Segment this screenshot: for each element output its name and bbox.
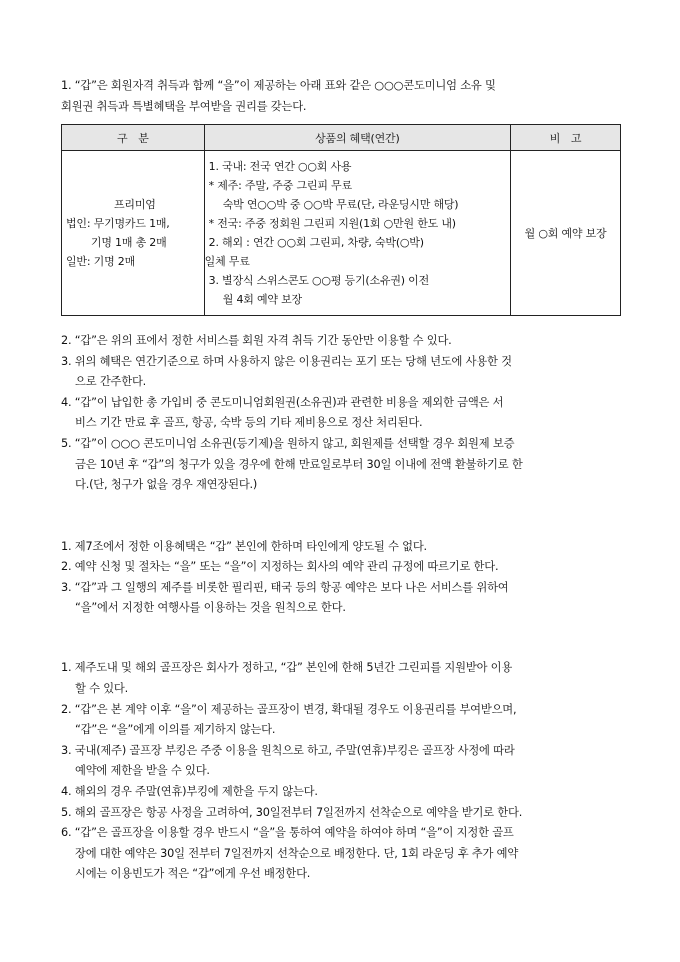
s1-item2: 2. “갑”은 위의 표에서 정한 서비스를 회원 자격 취득 기간 동안만 이용할 수 있다. (61, 334, 452, 347)
s1-item3-line1: 3. 위의 혜택은 연간기준으로 하며 사용하지 않은 이용권리는 포기 또는 당해 년도에 사용한 것 (61, 355, 512, 368)
s1-item5-line2: 금은 10년 후 “갑”의 청구가 있을 경우에 한해 만료일로부터 30일 이내에 전액 환불하기로 한 (75, 458, 523, 471)
s1-item5-line3: 다.(단, 청구가 없을 경우 재연장된다.) (75, 478, 258, 491)
category-line: 일반: 기명 2매 (66, 255, 136, 268)
s3-item2-line1: 2. “갑”은 본 계약 이후 “을”이 제공하는 골프장이 변경, 확대될 경우도 이용권리를 부여받으며, (61, 703, 517, 716)
s2-item3-line2: “을”에서 지정한 여행사를 이용하는 것을 원칙으로 한다. (75, 601, 346, 614)
note-cell: 월 ○회 예약 보장 (511, 151, 621, 316)
table-header-row (62, 125, 621, 151)
category-cell (62, 151, 205, 316)
header-benefit: 상품의 혜택(연간) (204, 125, 510, 151)
category-line: 기명 1매 총 2매 (66, 236, 167, 249)
s3-item3-line1: 3. 국내(제주) 골프장 부킹은 주중 이용을 원칙으로 하고, 주말(연휴)부킹은 골프장 사정에 따라 (61, 744, 515, 757)
benefit-line: 2. 해외 : 연간 ○○회 그린피, 차량, 숙박(○박) (208, 236, 424, 249)
benefit-line: 일체 무료 (204, 255, 250, 268)
s1-item5-line1: 5. “갑”이 ○○○ 콘도미니엄 소유권(등기제)을 원하지 않고, 회원제를 선택할 경우 회원제 보증 (61, 437, 515, 450)
benefit-line: * 전국: 주중 정회원 그린피 지원(1회 ○만원 한도 내) (208, 217, 456, 230)
s1-item3-line2: 으로 간주한다. (75, 375, 147, 388)
benefit-line: 1. 국내: 전국 연간 ○○회 사용 (208, 160, 352, 173)
s3-item6-line2: 장에 대한 예약은 30일 전부터 7일전까지 선착순으로 배정한다. 단, 1회 라운딩 후 추가 예약 (75, 847, 519, 860)
benefit-line: 3. 별장식 스위스콘도 ○○평 등기(소유권) 이전 (208, 274, 430, 287)
benefit-cell (204, 151, 510, 316)
benefit-line: 숙박 연○○박 중 ○○박 무료(단, 라운딩시만 해당) (208, 198, 459, 211)
s3-item2-line2: “갑”은 “을”에게 이의를 제기하지 않는다. (75, 723, 276, 736)
s3-item1-line1: 1. 제주도내 및 해외 골프장은 회사가 정하고, “갑” 본인에 한해 5년간 그린피를 지원받아 이용 (61, 661, 513, 674)
table-row (62, 151, 621, 316)
s2-item2: 2. 예약 신청 및 절차는 “을” 또는 “을”이 지정하는 회사의 예약 관리 규정에 따르기로 한다. (61, 560, 499, 573)
benefit-table (61, 124, 621, 316)
header-note: 비 고 (511, 125, 621, 151)
s3-item6-line1: 6. “갑”은 골프장을 이용할 경우 반드시 “을”을 통하여 예약을 하여야 하며 “을”이 지정한 골프 (61, 826, 514, 839)
s3-item1-line2: 할 수 있다. (75, 682, 129, 695)
s1-item1-line1: 1. “갑”은 회원자격 취득과 함께 “을”이 제공하는 아래 표와 같은 ○○○콘도미니엄 소유 및 (61, 79, 496, 92)
category-line: 프리미엄 (114, 198, 156, 211)
category-line: 법인: 무기명카드 1매, (66, 217, 170, 230)
s3-item6-line3: 시에는 이용빈도가 적은 “갑”에게 우선 배정한다. (75, 867, 311, 880)
s1-item1-line2: 회원권 취득과 특별혜택을 부여받을 권리를 갖는다. (61, 100, 307, 113)
s2-item3-line1: 3. “갑”과 그 일행의 제주를 비롯한 필리핀, 태국 등의 항공 예약은 보다 나은 서비스를 위하여 (61, 581, 509, 594)
benefit-line: * 제주: 주말, 주중 그린피 무료 (208, 179, 352, 192)
s2-item1: 1. 제7조에서 정한 이용혜택은 “갑” 본인에 한하며 타인에게 양도될 수 없다. (61, 540, 427, 553)
s1-item4-line2: 비스 기간 만료 후 골프, 항공, 숙박 등의 기타 제비용으로 정산 처리된다. (75, 416, 423, 429)
benefit-line: 월 4회 예약 보장 (208, 293, 302, 306)
s1-item4-line1: 4. “갑”이 납입한 총 가입비 중 콘도미니엄회원권(소유권)과 관련한 비용을 제외한 금액은 서 (61, 396, 504, 409)
s3-item3-line2: 예약에 제한을 받을 수 있다. (75, 764, 210, 777)
s3-item4: 4. 해외의 경우 주말(연휴)부킹에 제한을 두지 않는다. (61, 785, 318, 798)
s3-item5: 5. 해외 골프장은 항공 사정을 고려하여, 30일전부터 7일전까지 선착순으로 예약을 받기로 한다. (61, 806, 523, 819)
header-category: 구 분 (62, 125, 205, 151)
